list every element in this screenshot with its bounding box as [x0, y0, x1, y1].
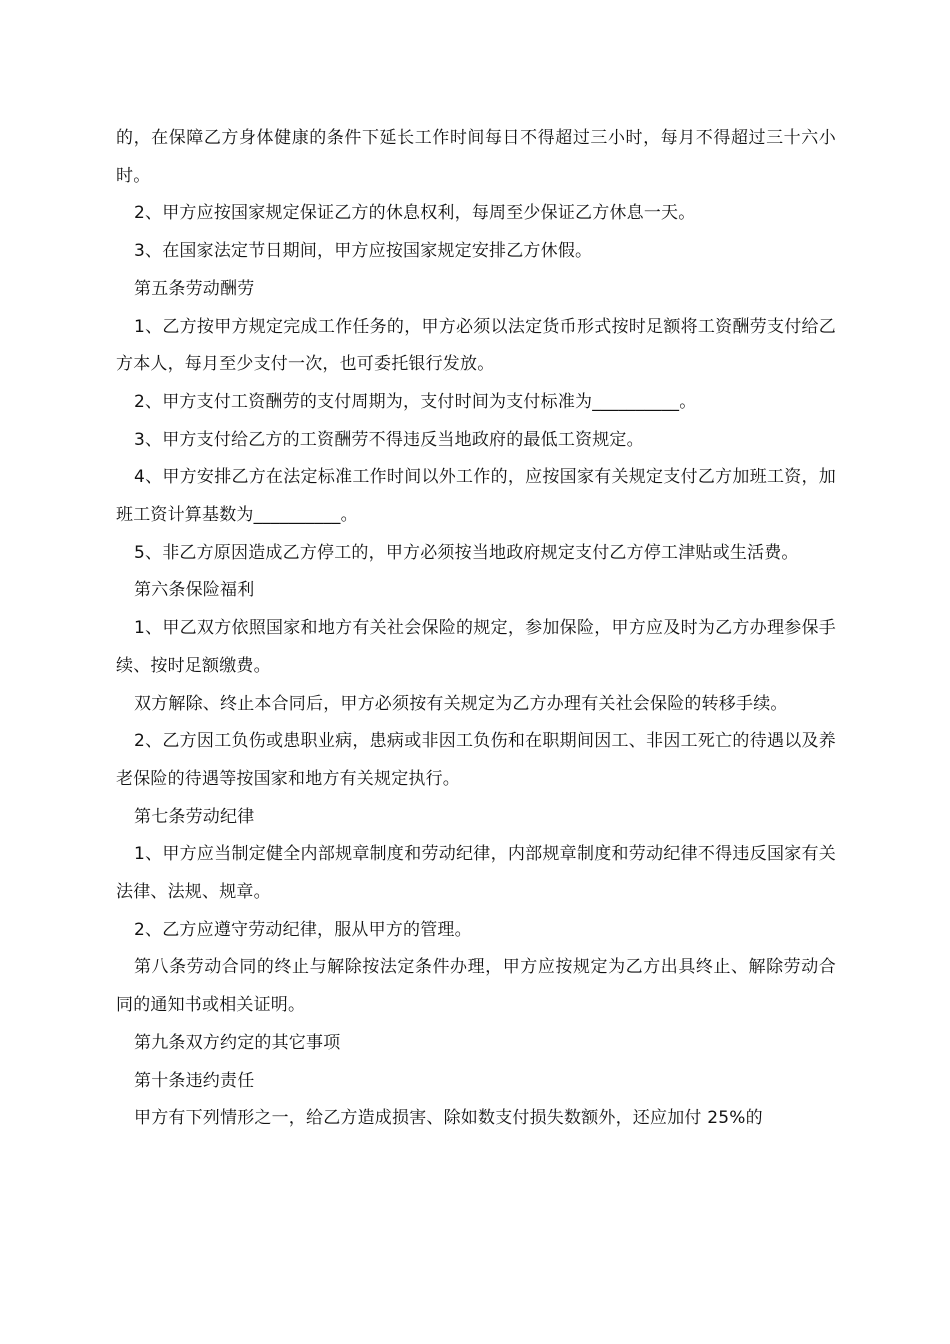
paragraph: 甲方有下列情形之一，给乙方造成损害、除如数支付损失数额外，还应加付 25%的	[134, 1108, 763, 1129]
section-heading: 第五条劳动酬劳	[134, 278, 255, 299]
section-heading: 第九条双方约定的其它事项	[134, 1032, 341, 1053]
paragraph: 1、甲乙双方依照国家和地方有关社会保险的规定，参加保险，甲方应及时为乙方办理参保手续、按时足额缴费。	[116, 618, 836, 676]
paragraph: 4、甲方安排乙方在法定标准工作时间以外工作的，应按国家有关规定支付乙方加班工资，加班工资计算基数为__________。	[116, 467, 836, 526]
paragraph: 2、乙方应遵守劳动纪律，服从甲方的管理。	[134, 919, 472, 940]
section-heading: 第十条违约责任	[134, 1070, 255, 1091]
paragraph: 3、甲方支付给乙方的工资酬劳不得违反当地政府的最低工资规定。	[134, 429, 644, 450]
section-heading: 第八条劳动合同的终止与解除按法定条件办理，甲方应按规定为乙方出具终止、解除劳动合同的通知书或相关证明。	[116, 957, 836, 1016]
document-body	[116, 120, 836, 1138]
paragraph: 3、在国家法定节日期间，甲方应按国家规定安排乙方休假。	[134, 241, 593, 262]
paragraph: 2、甲方应按国家规定保证乙方的休息权利，每周至少保证乙方休息一天。	[134, 203, 696, 224]
paragraph: 2、乙方因工负伤或患职业病，患病或非因工负伤和在职期间因工、非因工死亡的待遇以及养老保险的待遇等按国家和地方有关规定执行。	[116, 731, 836, 789]
paragraph: 5、非乙方原因造成乙方停工的，甲方必须按当地政府规定支付乙方停工津贴或生活费。	[134, 542, 799, 563]
section-heading: 第六条保险福利	[134, 580, 255, 601]
paragraph: 双方解除、终止本合同后，甲方必须按有关规定为乙方办理有关社会保险的转移手续。	[134, 693, 788, 714]
section-heading: 第七条劳动纪律	[134, 806, 255, 827]
paragraph: 1、乙方按甲方规定完成工作任务的，甲方必须以法定货币形式按时足额将工资酬劳支付给乙方本人，每月至少支付一次，也可委托银行发放。	[116, 316, 836, 375]
paragraph: 1、甲方应当制定健全内部规章制度和劳动纪律，内部规章制度和劳动纪律不得违反国家有关法律、法规、规章。	[116, 844, 836, 903]
paragraph: 2、甲方支付工资酬劳的支付周期为，支付时间为支付标准为__________。	[134, 391, 697, 412]
paragraph: 的，在保障乙方身体健康的条件下延长工作时间每日不得超过三小时，每月不得超过三十六小时。	[116, 128, 836, 186]
